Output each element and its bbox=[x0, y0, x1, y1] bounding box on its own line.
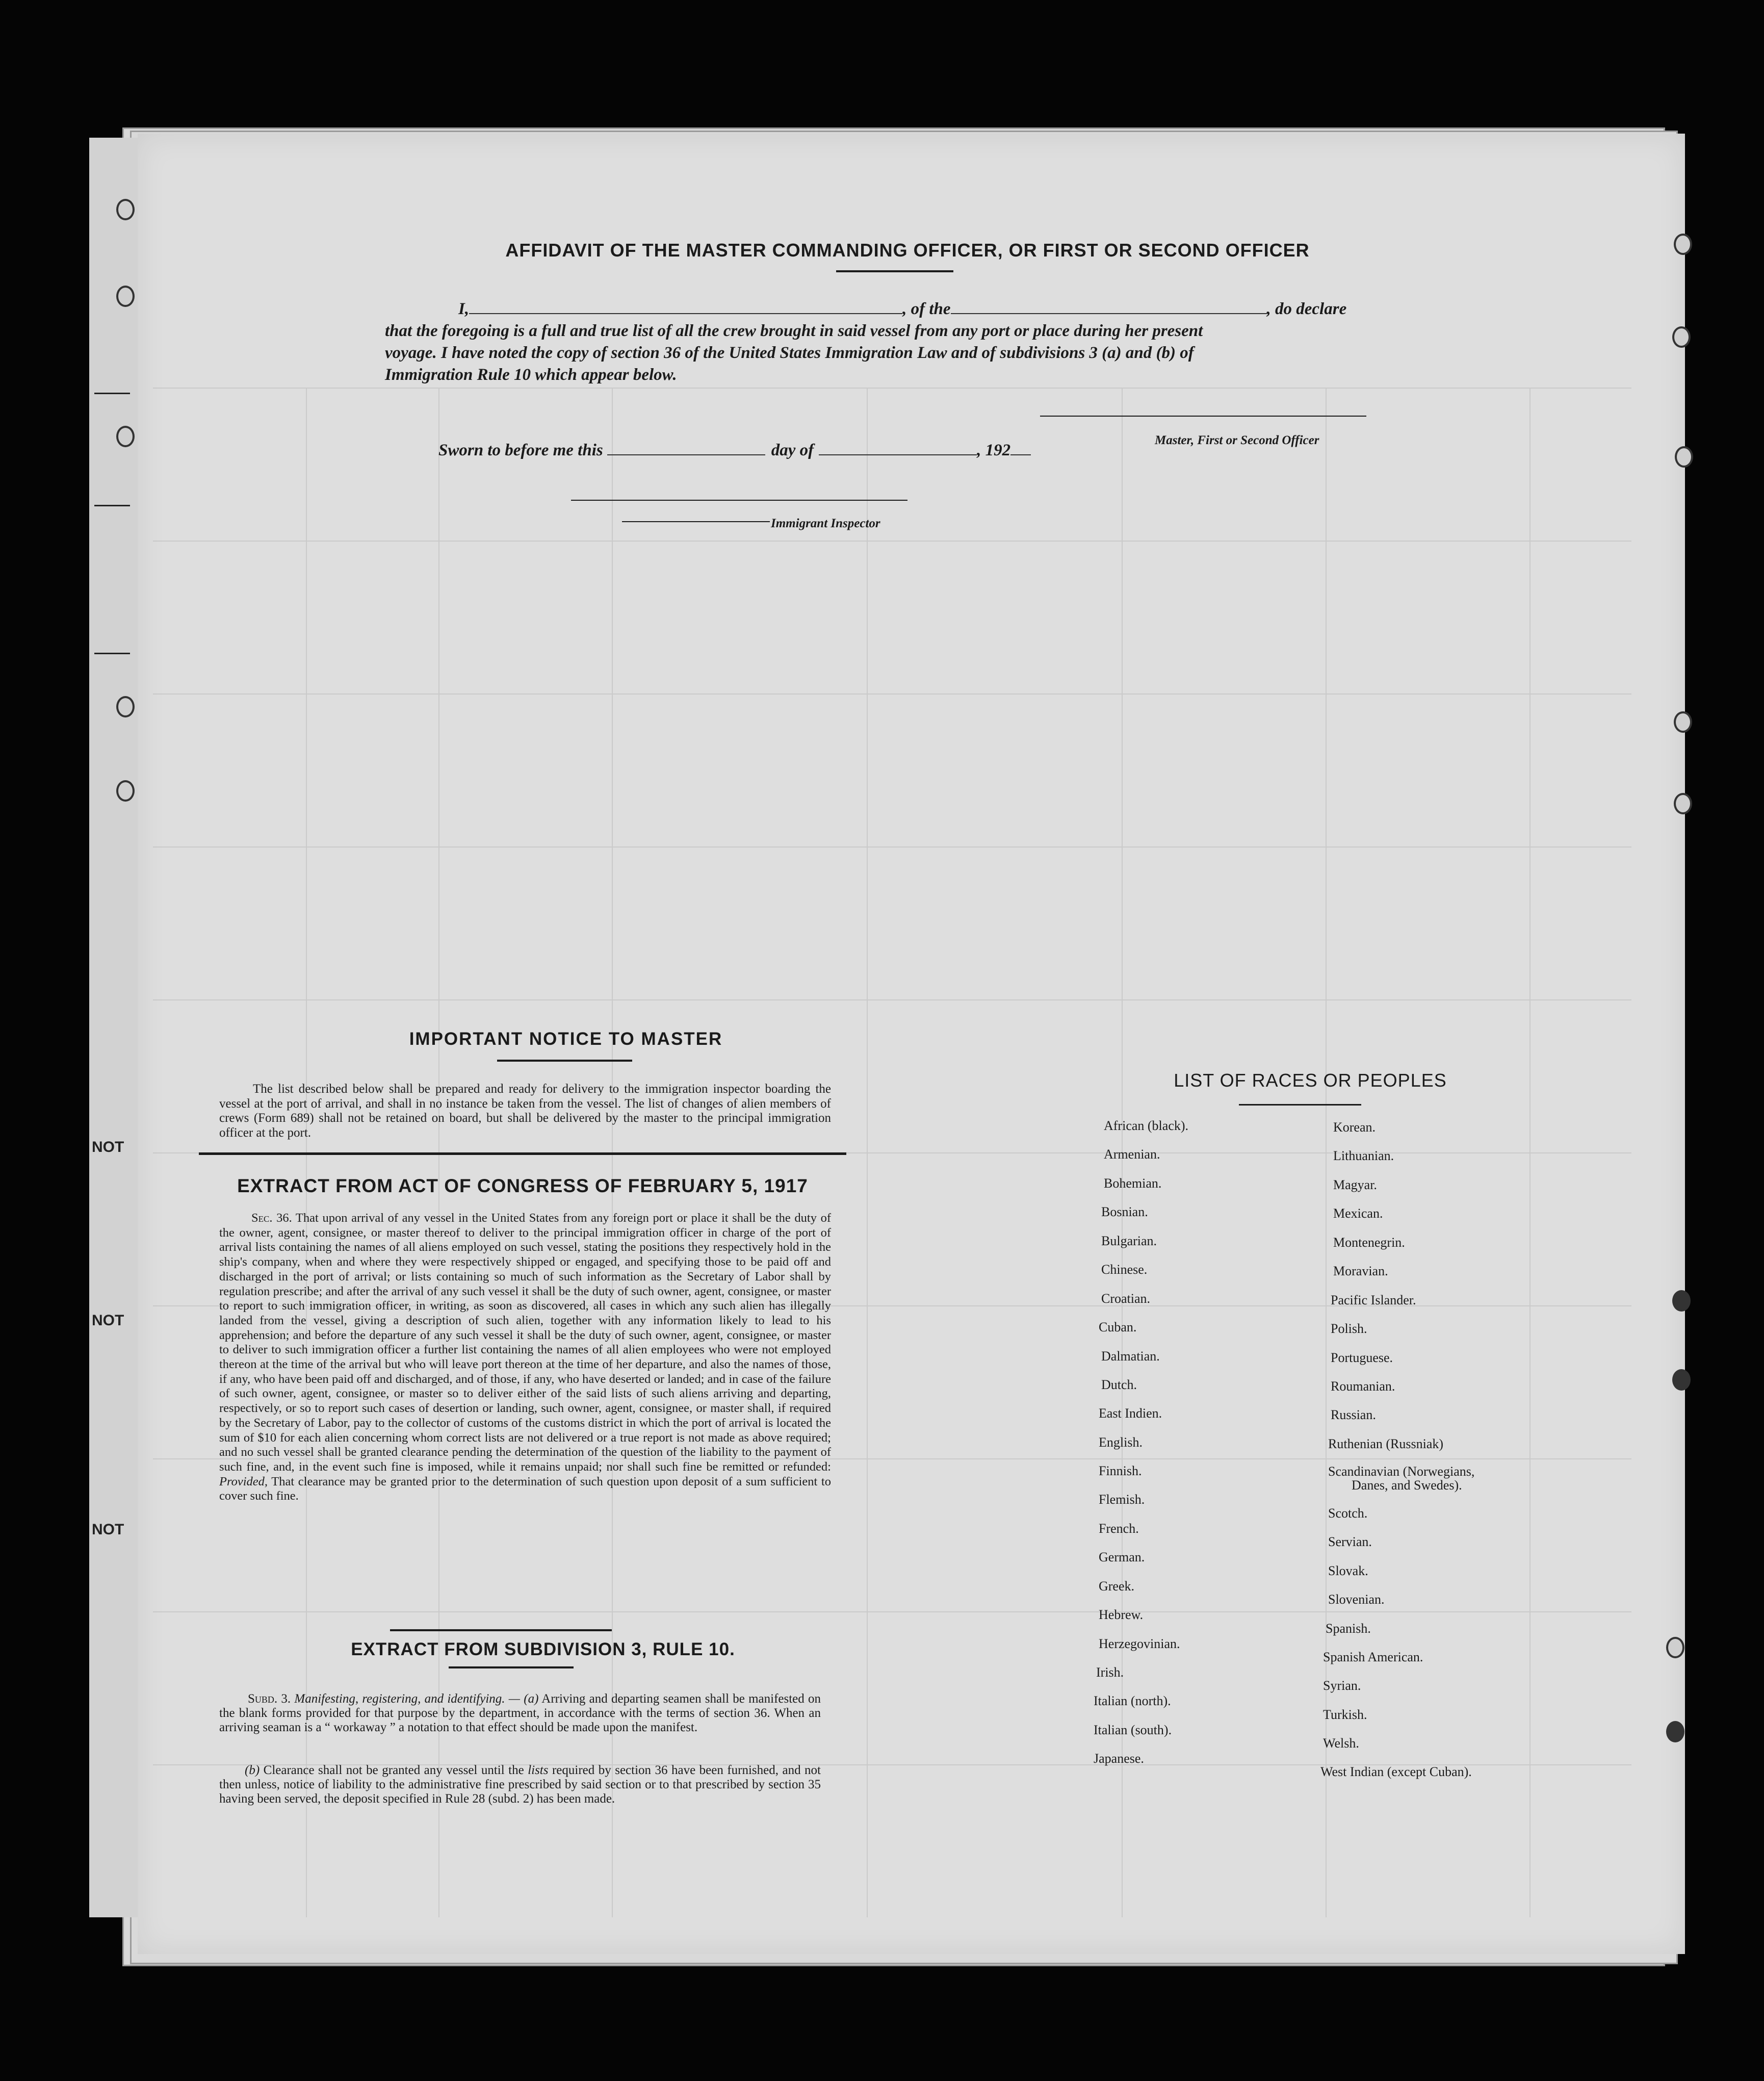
race-item: Korean. bbox=[1333, 1120, 1376, 1135]
race-item: Servian. bbox=[1328, 1534, 1372, 1549]
act-heading: EXTRACT FROM ACT OF CONGRESS OF FEBRUARY 5, 1917 bbox=[237, 1175, 808, 1196]
race-item: Slovak. bbox=[1328, 1563, 1368, 1578]
race-item: Finnish. bbox=[1099, 1463, 1142, 1478]
edge-mark bbox=[94, 393, 130, 394]
punch-hole bbox=[1666, 1637, 1684, 1658]
race-item: Chinese. bbox=[1101, 1262, 1148, 1277]
race-item: Danes, and Swedes). bbox=[1352, 1478, 1462, 1493]
races-title: LIST OF RACES OR PEOPLES bbox=[1174, 1070, 1447, 1091]
affidavit-line-2: that the foregoing is a full and true list of all the crew brought in said vessel from any port or place during her present bbox=[385, 322, 1203, 340]
punch-hole bbox=[1674, 711, 1692, 733]
edge-mark bbox=[94, 505, 130, 506]
punch-hole bbox=[1674, 793, 1692, 814]
race-item: Bohemian. bbox=[1104, 1176, 1162, 1191]
race-item: Lithuanian. bbox=[1333, 1148, 1394, 1163]
race-item: West Indian (except Cuban). bbox=[1320, 1764, 1472, 1779]
race-item: Pacific Islander. bbox=[1331, 1293, 1416, 1307]
punch-hole bbox=[1672, 1290, 1691, 1312]
punch-hole bbox=[1675, 446, 1693, 468]
punch-hole bbox=[116, 426, 135, 447]
inspector-signature-line bbox=[571, 500, 907, 501]
master-signature-line bbox=[1040, 416, 1366, 417]
race-item: Herzegovinian. bbox=[1099, 1636, 1180, 1651]
race-item: Italian (north). bbox=[1094, 1693, 1171, 1708]
affidavit-line-4: Immigration Rule 10 which appear below. bbox=[385, 366, 677, 384]
inspector-label: Immigrant Inspector bbox=[771, 517, 880, 530]
race-item: African (black). bbox=[1104, 1118, 1189, 1133]
race-item: Dalmatian. bbox=[1101, 1349, 1160, 1364]
sworn-month-blank bbox=[819, 454, 977, 455]
title-rule bbox=[836, 270, 953, 272]
punch-hole bbox=[116, 696, 135, 717]
rule-heading: EXTRACT FROM SUBDIVISION 3, RULE 10. bbox=[351, 1639, 735, 1659]
section-divider bbox=[390, 1629, 612, 1631]
notice-heading: IMPORTANT NOTICE TO MASTER bbox=[409, 1029, 723, 1049]
punch-hole bbox=[1672, 1369, 1691, 1391]
race-item: Irish. bbox=[1096, 1665, 1124, 1680]
section-divider bbox=[199, 1152, 846, 1155]
race-item: Italian (south). bbox=[1094, 1723, 1172, 1737]
race-item: Bulgarian. bbox=[1101, 1234, 1157, 1248]
race-item: Hebrew. bbox=[1099, 1607, 1144, 1622]
punch-hole bbox=[1666, 1721, 1684, 1742]
notice-text: The list described below shall be prepared and ready for delivery to the immigration inspector boarding the vessel at the port of arrival, and shall in no instance be taken from the vessel. The list of changes of alien members of crews (Form 689) shall not be retained on board, but shall be delivered by the master to the principal immigration officer at the port. bbox=[219, 1082, 831, 1140]
edge-note: NOT bbox=[92, 1521, 124, 1538]
rule-heading-rule bbox=[449, 1666, 574, 1668]
race-item: Mexican. bbox=[1333, 1206, 1383, 1221]
race-item: Japanese. bbox=[1094, 1751, 1144, 1766]
races-title-rule bbox=[1239, 1104, 1361, 1106]
officer-name-blank bbox=[469, 313, 902, 314]
race-item: Flemish. bbox=[1099, 1492, 1145, 1507]
punch-hole bbox=[1674, 234, 1692, 255]
race-item: Bosnian. bbox=[1101, 1204, 1148, 1219]
race-item: Syrian. bbox=[1323, 1678, 1361, 1693]
race-item: Moravian. bbox=[1333, 1264, 1388, 1278]
affidavit-line-3: voyage. I have noted the copy of section 36 of the United States Immigration Law and of subdivisions 3 (a) and (b) of bbox=[385, 344, 1194, 362]
affidavit-title: AFFIDAVIT OF THE MASTER COMMANDING OFFICER, OR FIRST OR SECOND OFFICER bbox=[505, 240, 1310, 261]
race-item: Roumanian. bbox=[1331, 1379, 1395, 1394]
race-item: Spanish. bbox=[1326, 1621, 1371, 1636]
edge-note: NOT bbox=[92, 1139, 124, 1155]
race-item: Montenegrin. bbox=[1333, 1235, 1405, 1250]
race-item: Greek. bbox=[1099, 1579, 1135, 1594]
punch-hole bbox=[116, 199, 135, 220]
inspector-signature-line bbox=[622, 521, 770, 522]
race-item: Russian. bbox=[1331, 1407, 1376, 1422]
edge-mark bbox=[94, 653, 130, 654]
left-page-strip bbox=[89, 138, 140, 1917]
race-item: Scotch. bbox=[1328, 1506, 1368, 1521]
affidavit-text bbox=[385, 298, 1389, 386]
race-item: Dutch. bbox=[1101, 1377, 1137, 1392]
edge-note: NOT bbox=[92, 1312, 124, 1329]
race-item: Cuban. bbox=[1099, 1320, 1137, 1334]
sworn-day-blank bbox=[607, 454, 765, 455]
race-item: East Indien. bbox=[1099, 1406, 1162, 1421]
punch-hole bbox=[1672, 326, 1691, 348]
punch-hole bbox=[116, 286, 135, 307]
race-item: Slovenian. bbox=[1328, 1592, 1385, 1607]
race-item: Polish. bbox=[1331, 1321, 1367, 1336]
master-signature-label: Master, First or Second Officer bbox=[1155, 433, 1319, 447]
race-item: Ruthenian (Russniak) bbox=[1328, 1436, 1444, 1451]
race-item: Scandinavian (Norwegians, bbox=[1328, 1464, 1475, 1479]
affidavit-line-1: I, , of the , do declare bbox=[458, 300, 1347, 318]
race-item: Turkish. bbox=[1323, 1707, 1367, 1722]
race-item: Spanish American. bbox=[1323, 1650, 1423, 1664]
race-item: English. bbox=[1099, 1435, 1143, 1450]
sworn-year-blank bbox=[1010, 454, 1031, 455]
act-text: Sec. 36. That upon arrival of any vessel in the United States from any foreign port or place it shall be the duty of the owner, agent, consignee, or master thereof to deliver to the principal immigration officer in charge of the port of arrival lists containing the names of all aliens employed on such vessel, stating the positions they respectively hold in the ship's company, when and where they were respectively shipped or engaged, and specifying those to be paid off and discharged in the port of arrival; or lists containing so much of such information as the Secretary of Labor shall by regulation prescribe; and after the arrival of any such vessel it shall be the duty of such owner, agent, consignee, or master to report to such immigration officer, in writing, as soon as discovered, all cases in which any such alien has illegally landed from the vessel, giving a description of such alien, together with any information likely to lead to his apprehension; and before the departure of any such vessel it shall be the duty of such owner, agent, consignee, or master to deliver to such immigration officer a further list containing the names of all alien employees who were not employed thereon at the time of the arrival but who will leave port thereon at the time of her departure, and also the names of those, if any, who have been paid off and discharged, and of those, if any, who have deserted or landed; and in case of the failure of such owner, agent, consignee, or master so to deliver either of the said lists of such aliens arriving and departing, respectively, or so to report such cases of desertion or landing, such owner, agent, consignee, or master shall, if required by the Secretary of Labor, pay to the collector of customs of the customs district in which the port of arrival is located the sum of $10 for each alien concerning whom correct lists are not delivered or a true report is not made as above required; and no such vessel shall be granted clearance pending the determination of the question of the liability to the payment of such fine, and, in the event such fine is imposed, while it remains unpaid; nor shall such fine be remitted or refunded: Provided, That clearance may be granted prior to the determination of such question upon deposit of a sum sufficient to cover such fine. bbox=[219, 1211, 831, 1503]
punch-hole bbox=[116, 780, 135, 802]
sworn-line: Sworn to before me this day of , 192 bbox=[438, 441, 1031, 460]
race-item: Portuguese. bbox=[1331, 1350, 1393, 1365]
race-item: Armenian. bbox=[1104, 1147, 1160, 1162]
race-item: French. bbox=[1099, 1521, 1139, 1536]
rule-text-a: Subd. 3. Manifesting, registering, and identifying. — (a) Arriving and departing seamen shall be manifested on the blank forms provided for that purpose by the department, in accordance with the terms of section 36. When an arriving seaman is a “ workaway ” a notation to that effect should be made upon the manifest. bbox=[219, 1692, 821, 1734]
race-item: Magyar. bbox=[1333, 1177, 1377, 1192]
notice-rule bbox=[497, 1060, 632, 1062]
rule-text-b: (b) Clearance shall not be granted any vessel until the lists required by section 36 have been furnished, and not then unless, notice of liability to the administrative fine prescribed by said section or to that prescribed by section 35 having been served, the deposit specified in Rule 28 (subd. 2) has been made. bbox=[219, 1763, 821, 1806]
race-item: German. bbox=[1099, 1550, 1145, 1564]
race-item: Welsh. bbox=[1323, 1736, 1359, 1751]
race-item: Croatian. bbox=[1101, 1291, 1151, 1306]
vessel-name-blank bbox=[951, 313, 1267, 314]
